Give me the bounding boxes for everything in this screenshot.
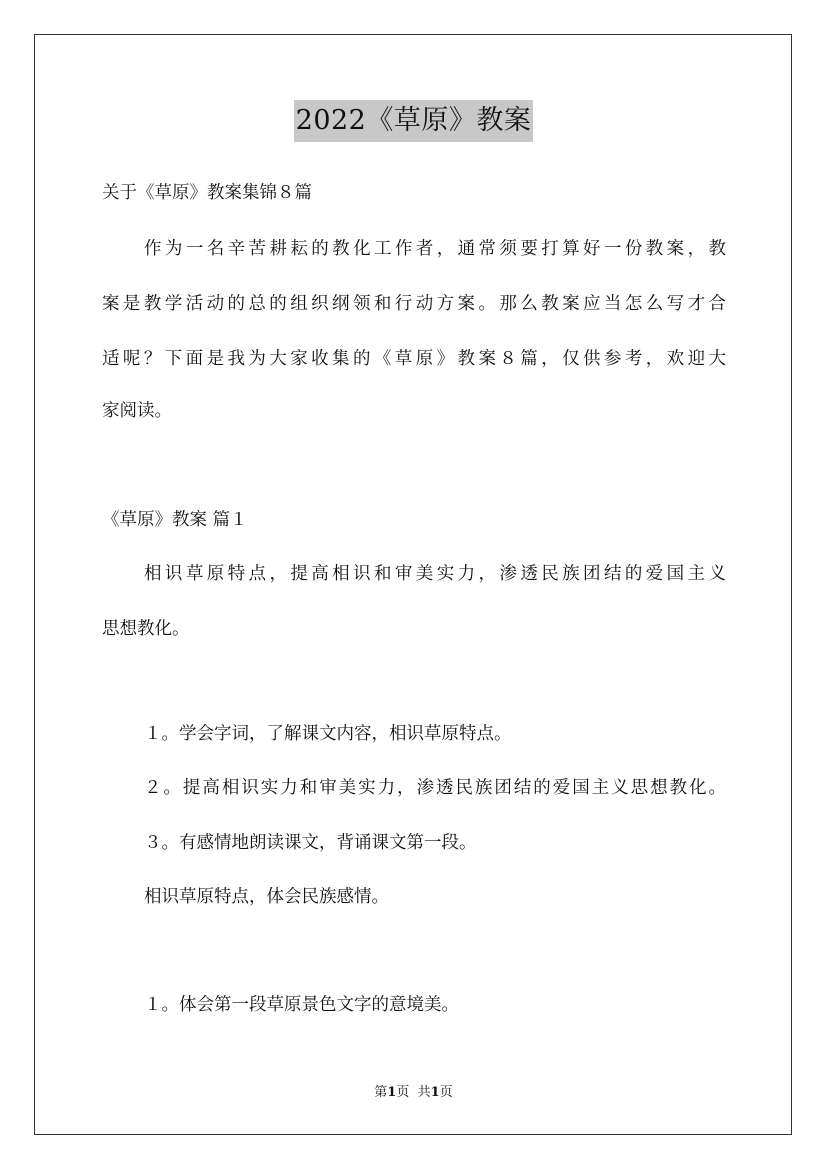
footer-total-prefix: 共: [417, 1085, 431, 1100]
section-para-line-2: 思想教化。: [102, 619, 190, 639]
goal-item-3: ３。有感情地朗读课文，背诵课文第一段。: [144, 833, 477, 853]
goal-item-1: １。学会字词，了解课文内容，相识草原特点。: [144, 724, 512, 744]
section-heading: 《草原》教案 篇１: [102, 510, 248, 530]
footer-page-prefix: 第: [374, 1085, 388, 1100]
key-point: 相识草原特点，体会民族感情。: [144, 887, 389, 907]
teaching-step-1: １。体会第一段草原景色文字的意境美。: [144, 995, 459, 1015]
document-subtitle: 关于《草原》教案集锦８篇: [102, 183, 312, 203]
goal-item-2: ２。提高相识实力和审美实力，渗透民族团结的爱国主义思想教化。: [144, 778, 726, 798]
footer-page-suffix: 页: [396, 1085, 410, 1100]
intro-line-3: 适呢？下面是我为大家收集的《草原》教案８篇，仅供参考，欢迎大: [102, 349, 726, 369]
intro-line-4: 家阅读。: [102, 401, 172, 421]
document-title: 2022《草原》教案: [294, 100, 534, 142]
footer-page-number: 1: [387, 1085, 397, 1100]
footer-total-number: 1: [430, 1085, 440, 1100]
intro-line-1: 作为一名辛苦耕耘的教化工作者，通常须要打算好一份教案，教: [144, 239, 726, 259]
page-footer: [0, 1084, 827, 1102]
section-para-line-1: 相识草原特点，提高相识和审美实力，渗透民族团结的爱国主义: [144, 564, 726, 584]
intro-line-2: 案是教学活动的总的组织纲领和行动方案。那么教案应当怎么写才合: [102, 294, 726, 314]
title-container: [0, 100, 827, 142]
footer-total-suffix: 页: [439, 1085, 453, 1100]
